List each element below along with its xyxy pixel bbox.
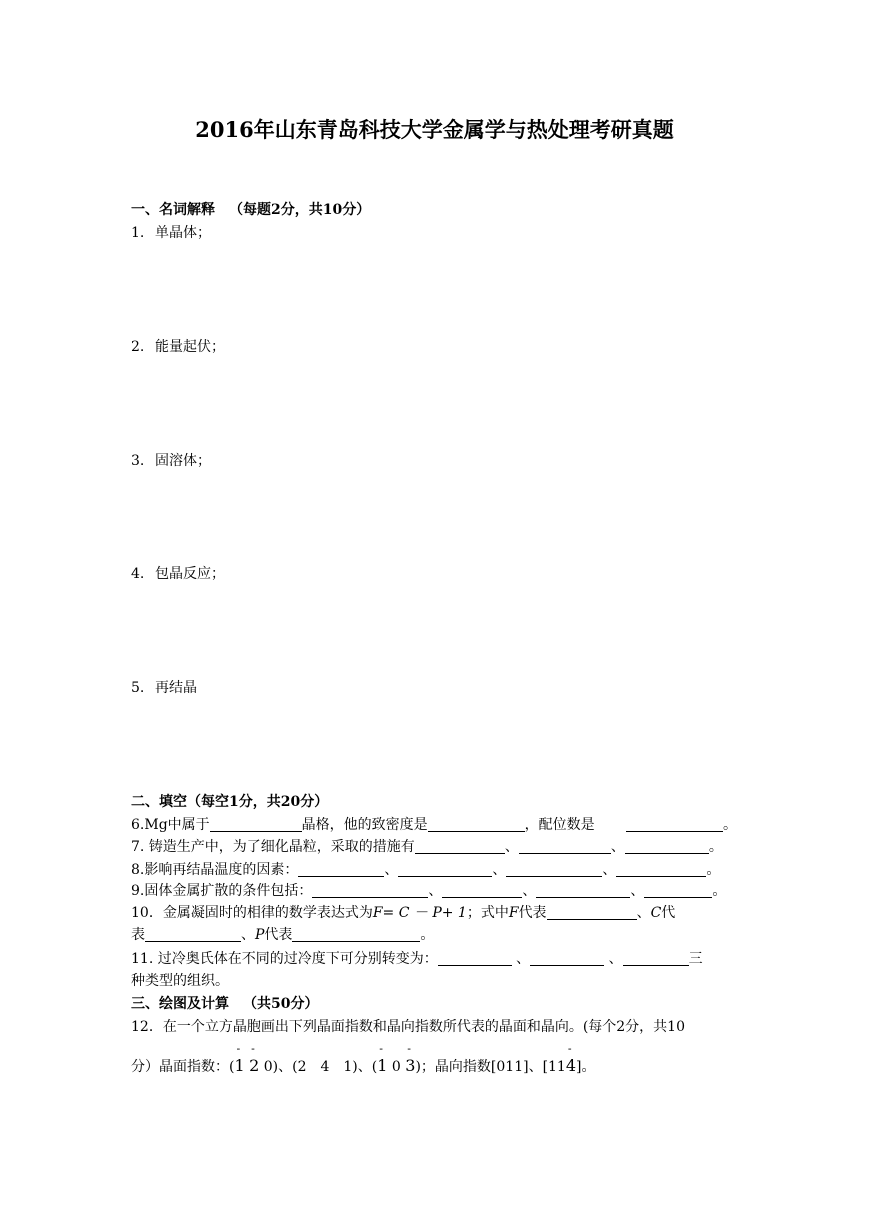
answer-blank[interactable] — [312, 883, 428, 898]
answer-blank[interactable] — [428, 817, 525, 832]
answer-blank[interactable] — [438, 951, 512, 966]
question-5 — [131, 677, 197, 697]
plane-index: (2 4 1) — [292, 1059, 358, 1075]
question-4 — [131, 563, 225, 583]
answer-blank[interactable] — [398, 862, 492, 877]
question-text: 能量起伏； — [155, 339, 225, 355]
page-title: 2016年山东青岛科技大学金属学与热处理考研真题 — [195, 117, 674, 142]
question-1 — [131, 222, 211, 242]
answer-blank[interactable] — [519, 839, 611, 854]
section-3-note: （共50分） — [243, 996, 319, 1012]
question-text: 再结晶 — [155, 680, 197, 696]
phase-rule-formula: F= C － P+ 1 — [372, 905, 467, 921]
section-1-note: （每题2分，共10分） — [229, 202, 371, 218]
answer-blank[interactable] — [506, 862, 602, 877]
section-3-title: 三、绘图及计算 — [131, 996, 229, 1012]
question-8: 8.影响再结晶温度的因素： 、 、 、 。 — [131, 862, 721, 878]
question-11-line-2: 种类型的组织。 — [131, 973, 229, 989]
question-12: 12．在一个立方晶胞画出下列晶面指数和晶向指数所代表的晶面和晶向。(每个2分，共10 — [131, 1019, 685, 1035]
question-text: 单晶体； — [155, 225, 211, 241]
question-number: 5. — [131, 680, 145, 696]
answer-blank[interactable] — [616, 862, 706, 877]
answer-blank[interactable] — [626, 817, 723, 832]
question-number: 4. — [131, 566, 145, 582]
answer-blank[interactable] — [536, 883, 630, 898]
question-text: 固溶体； — [155, 453, 211, 469]
answer-blank[interactable] — [644, 883, 712, 898]
overbar-digit: - 3 — [405, 1056, 415, 1075]
question-9: 9.固体金属扩散的条件包括： 、 、 、 。 — [131, 883, 727, 899]
question-number: 3. — [131, 453, 145, 469]
question-number: 2. — [131, 339, 145, 355]
answer-blank[interactable] — [415, 839, 505, 854]
section-3-heading — [131, 993, 318, 1013]
answer-blank[interactable] — [210, 817, 302, 832]
overbar-digit: - 2 — [249, 1056, 259, 1075]
overbar-digit: - 1 — [377, 1056, 387, 1075]
question-12-line-2: 分）晶面指数：(- 1 - 2 0)、(2 4 1)、(- 1 0 - 3)；晶向指数[011]、[11- 4]。 — [131, 1056, 596, 1076]
question-text: 包晶反应； — [155, 566, 225, 582]
answer-blank[interactable] — [547, 905, 637, 920]
question-number: 1. — [131, 225, 145, 241]
question-3 — [131, 450, 211, 470]
overbar-digit: - 1 — [234, 1056, 244, 1075]
question-7: 7. 铸造生产中，为了细化晶粒，采取的措施有 、 、 。 — [131, 839, 723, 855]
section-1-title: 一、名词解释 — [131, 202, 215, 218]
question-10-line-2: 表 、P代表 。 — [131, 927, 435, 943]
question-2 — [131, 336, 225, 356]
section-2-heading: 二、填空（每空1分，共20分） — [131, 794, 329, 810]
question-10: 10．金属凝固时的相律的数学表达式为F= C － P+ 1；式中F代表 、C代 — [131, 905, 676, 921]
answer-blank[interactable] — [145, 927, 241, 942]
answer-blank[interactable] — [625, 839, 709, 854]
answer-blank[interactable] — [292, 927, 420, 942]
question-6: 6.Mg中属于 晶格，他的致密度是 ，配位数是 。 — [131, 817, 737, 833]
question-11: 11. 过冷奥氏体在不同的过冷度下可分别转变为： 、 、 三 — [131, 951, 703, 967]
answer-blank[interactable] — [442, 883, 522, 898]
answer-blank[interactable] — [623, 951, 689, 966]
answer-blank[interactable] — [530, 951, 604, 966]
overbar-digit: - 4 — [566, 1056, 576, 1075]
answer-blank[interactable] — [298, 862, 384, 877]
section-1-heading — [131, 199, 370, 219]
